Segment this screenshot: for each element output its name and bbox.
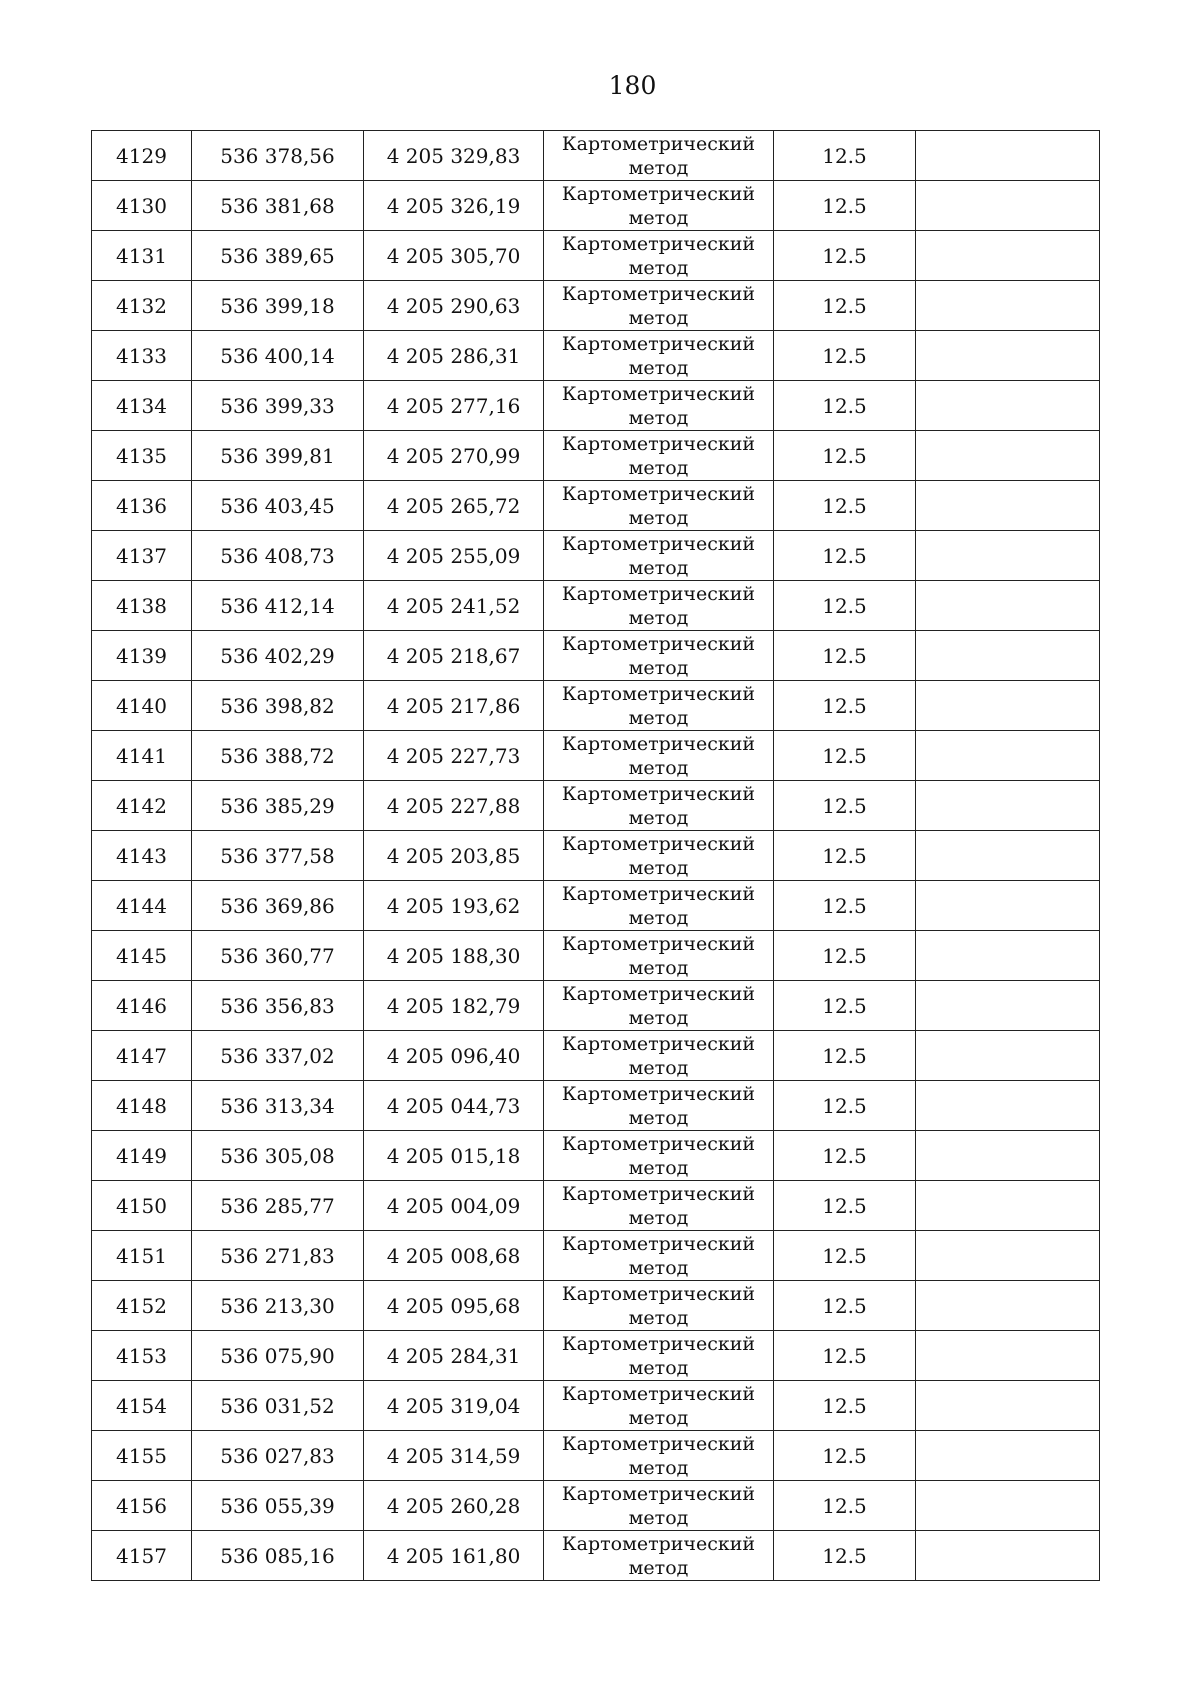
point-number-cell: 4155 — [92, 1431, 192, 1481]
method-label-line2: метод — [628, 756, 689, 779]
method-label-line1: Картометрический — [561, 882, 756, 905]
point-number-cell: 4133 — [92, 331, 192, 381]
y-coordinate-cell: 4 205 203,85 — [364, 831, 544, 881]
y-coordinate-cell: 4 205 290,63 — [364, 281, 544, 331]
empty-cell — [916, 481, 1100, 531]
table-row — [92, 1531, 1100, 1581]
accuracy-cell: 12.5 — [774, 881, 916, 931]
coordinates-table — [91, 130, 1100, 1581]
point-number-cell: 4150 — [92, 1181, 192, 1231]
accuracy-cell: 12.5 — [774, 431, 916, 481]
table-row — [92, 731, 1100, 781]
point-number-cell: 4146 — [92, 981, 192, 1031]
accuracy-cell: 12.5 — [774, 181, 916, 231]
method-label-line1: Картометрический — [561, 232, 756, 255]
method-label-line1: Картометрический — [561, 1032, 756, 1055]
method-cell — [544, 1481, 774, 1531]
page-number: 180 — [608, 71, 657, 100]
method-cell — [544, 181, 774, 231]
empty-cell — [916, 1281, 1100, 1331]
y-coordinate-cell: 4 205 004,09 — [364, 1181, 544, 1231]
table-row — [92, 981, 1100, 1031]
method-label-line2: метод — [628, 656, 689, 679]
empty-cell — [916, 431, 1100, 481]
method-label-line1: Картометрический — [561, 1332, 756, 1355]
accuracy-cell: 12.5 — [774, 231, 916, 281]
empty-cell — [916, 1231, 1100, 1281]
table-row — [92, 1331, 1100, 1381]
method-label-line1: Картометрический — [561, 932, 756, 955]
empty-cell — [916, 631, 1100, 681]
table-row — [92, 1381, 1100, 1431]
method-label-line2: метод — [628, 956, 689, 979]
x-coordinate-cell: 536 403,45 — [192, 481, 364, 531]
method-label-line2: метод — [628, 1156, 689, 1179]
point-number-cell: 4153 — [92, 1331, 192, 1381]
method-label-line1: Картометрический — [561, 782, 756, 805]
table-row — [92, 881, 1100, 931]
accuracy-cell: 12.5 — [774, 1281, 916, 1331]
x-coordinate-cell: 536 285,77 — [192, 1181, 364, 1231]
method-label-line1: Картометрический — [561, 282, 756, 305]
accuracy-cell: 12.5 — [774, 631, 916, 681]
method-cell — [544, 1231, 774, 1281]
method-label-line1: Картометрический — [561, 1182, 756, 1205]
accuracy-cell: 12.5 — [774, 1181, 916, 1231]
method-cell — [544, 981, 774, 1031]
point-number-cell: 4135 — [92, 431, 192, 481]
table-row — [92, 581, 1100, 631]
x-coordinate-cell: 536 381,68 — [192, 181, 364, 231]
method-label-line2: метод — [628, 1306, 689, 1329]
y-coordinate-cell: 4 205 265,72 — [364, 481, 544, 531]
x-coordinate-cell: 536 055,39 — [192, 1481, 364, 1531]
accuracy-cell: 12.5 — [774, 381, 916, 431]
point-number-cell: 4151 — [92, 1231, 192, 1281]
table-row — [92, 631, 1100, 681]
method-label-line1: Картометрический — [561, 432, 756, 455]
x-coordinate-cell: 536 412,14 — [192, 581, 364, 631]
accuracy-cell: 12.5 — [774, 281, 916, 331]
method-label-line2: метод — [628, 1456, 689, 1479]
method-label-line2: метод — [628, 1406, 689, 1429]
x-coordinate-cell: 536 085,16 — [192, 1531, 364, 1581]
method-label-line2: метод — [628, 456, 689, 479]
method-label-line2: метод — [628, 706, 689, 729]
empty-cell — [916, 1431, 1100, 1481]
accuracy-cell: 12.5 — [774, 131, 916, 181]
accuracy-cell: 12.5 — [774, 1081, 916, 1131]
y-coordinate-cell: 4 205 255,09 — [364, 531, 544, 581]
x-coordinate-cell: 536 271,83 — [192, 1231, 364, 1281]
method-cell — [544, 1531, 774, 1581]
point-number-cell: 4156 — [92, 1481, 192, 1531]
method-label-line1: Картометрический — [561, 1382, 756, 1405]
accuracy-cell: 12.5 — [774, 1381, 916, 1431]
method-label-line2: метод — [628, 256, 689, 279]
method-label-line1: Картометрический — [561, 182, 756, 205]
method-label-line2: метод — [628, 1056, 689, 1079]
method-cell — [544, 481, 774, 531]
y-coordinate-cell: 4 205 096,40 — [364, 1031, 544, 1081]
method-cell — [544, 431, 774, 481]
y-coordinate-cell: 4 205 284,31 — [364, 1331, 544, 1381]
y-coordinate-cell: 4 205 326,19 — [364, 181, 544, 231]
method-label-line1: Картометрический — [561, 482, 756, 505]
empty-cell — [916, 1131, 1100, 1181]
point-number-cell: 4140 — [92, 681, 192, 731]
method-label-line1: Картометрический — [561, 832, 756, 855]
table-row — [92, 331, 1100, 381]
table-row — [92, 1281, 1100, 1331]
accuracy-cell: 12.5 — [774, 781, 916, 831]
y-coordinate-cell: 4 205 329,83 — [364, 131, 544, 181]
y-coordinate-cell: 4 205 044,73 — [364, 1081, 544, 1131]
point-number-cell: 4129 — [92, 131, 192, 181]
coordinates-table-body — [92, 131, 1100, 1581]
method-label-line2: метод — [628, 1556, 689, 1579]
method-label-line1: Картометрический — [561, 632, 756, 655]
y-coordinate-cell: 4 205 161,80 — [364, 1531, 544, 1581]
method-cell — [544, 1331, 774, 1381]
method-label-line1: Картометрический — [561, 982, 756, 1005]
x-coordinate-cell: 536 313,34 — [192, 1081, 364, 1131]
method-cell — [544, 781, 774, 831]
x-coordinate-cell: 536 400,14 — [192, 331, 364, 381]
point-number-cell: 4148 — [92, 1081, 192, 1131]
method-cell — [544, 231, 774, 281]
method-cell — [544, 1431, 774, 1481]
method-cell — [544, 1131, 774, 1181]
empty-cell — [916, 981, 1100, 1031]
empty-cell — [916, 581, 1100, 631]
empty-cell — [916, 381, 1100, 431]
method-cell — [544, 831, 774, 881]
method-label-line2: метод — [628, 506, 689, 529]
method-cell — [544, 331, 774, 381]
accuracy-cell: 12.5 — [774, 1131, 916, 1181]
accuracy-cell: 12.5 — [774, 481, 916, 531]
x-coordinate-cell: 536 399,81 — [192, 431, 364, 481]
point-number-cell: 4157 — [92, 1531, 192, 1581]
method-label-line2: метод — [628, 906, 689, 929]
point-number-cell: 4139 — [92, 631, 192, 681]
x-coordinate-cell: 536 408,73 — [192, 531, 364, 581]
accuracy-cell: 12.5 — [774, 1531, 916, 1581]
method-cell — [544, 1081, 774, 1131]
point-number-cell: 4141 — [92, 731, 192, 781]
point-number-cell: 4147 — [92, 1031, 192, 1081]
accuracy-cell: 12.5 — [774, 931, 916, 981]
x-coordinate-cell: 536 360,77 — [192, 931, 364, 981]
method-label-line1: Картометрический — [561, 682, 756, 705]
x-coordinate-cell: 536 356,83 — [192, 981, 364, 1031]
y-coordinate-cell: 4 205 319,04 — [364, 1381, 544, 1431]
y-coordinate-cell: 4 205 227,88 — [364, 781, 544, 831]
accuracy-cell: 12.5 — [774, 1431, 916, 1481]
method-label-line2: метод — [628, 356, 689, 379]
point-number-cell: 4137 — [92, 531, 192, 581]
method-cell — [544, 531, 774, 581]
x-coordinate-cell: 536 369,86 — [192, 881, 364, 931]
table-row — [92, 431, 1100, 481]
empty-cell — [916, 931, 1100, 981]
y-coordinate-cell: 4 205 182,79 — [364, 981, 544, 1031]
y-coordinate-cell: 4 205 260,28 — [364, 1481, 544, 1531]
point-number-cell: 4154 — [92, 1381, 192, 1431]
x-coordinate-cell: 536 377,58 — [192, 831, 364, 881]
point-number-cell: 4130 — [92, 181, 192, 231]
y-coordinate-cell: 4 205 270,99 — [364, 431, 544, 481]
method-label-line2: метод — [628, 156, 689, 179]
empty-cell — [916, 681, 1100, 731]
method-label-line2: метод — [628, 306, 689, 329]
method-label-line1: Картометрический — [561, 1282, 756, 1305]
table-row — [92, 481, 1100, 531]
method-label-line2: метод — [628, 406, 689, 429]
method-cell — [544, 581, 774, 631]
table-row — [92, 1481, 1100, 1531]
method-label-line1: Картометрический — [561, 1132, 756, 1155]
empty-cell — [916, 181, 1100, 231]
accuracy-cell: 12.5 — [774, 581, 916, 631]
method-label-line1: Картометрический — [561, 532, 756, 555]
empty-cell — [916, 131, 1100, 181]
accuracy-cell: 12.5 — [774, 1231, 916, 1281]
accuracy-cell: 12.5 — [774, 831, 916, 881]
method-label-line2: метод — [628, 1506, 689, 1529]
empty-cell — [916, 881, 1100, 931]
method-cell — [544, 281, 774, 331]
method-cell — [544, 1181, 774, 1231]
method-cell — [544, 931, 774, 981]
table-row — [92, 681, 1100, 731]
table-row — [92, 1081, 1100, 1131]
x-coordinate-cell: 536 213,30 — [192, 1281, 364, 1331]
y-coordinate-cell: 4 205 314,59 — [364, 1431, 544, 1481]
method-label-line2: метод — [628, 556, 689, 579]
method-cell — [544, 731, 774, 781]
method-cell — [544, 881, 774, 931]
point-number-cell: 4132 — [92, 281, 192, 331]
y-coordinate-cell: 4 205 305,70 — [364, 231, 544, 281]
table-row — [92, 231, 1100, 281]
y-coordinate-cell: 4 205 241,52 — [364, 581, 544, 631]
accuracy-cell: 12.5 — [774, 681, 916, 731]
table-row — [92, 1431, 1100, 1481]
table-row — [92, 781, 1100, 831]
accuracy-cell: 12.5 — [774, 731, 916, 781]
point-number-cell: 4145 — [92, 931, 192, 981]
method-label-line1: Картометрический — [561, 732, 756, 755]
x-coordinate-cell: 536 385,29 — [192, 781, 364, 831]
accuracy-cell: 12.5 — [774, 331, 916, 381]
empty-cell — [916, 531, 1100, 581]
method-cell — [544, 681, 774, 731]
point-number-cell: 4143 — [92, 831, 192, 881]
x-coordinate-cell: 536 305,08 — [192, 1131, 364, 1181]
empty-cell — [916, 281, 1100, 331]
method-cell — [544, 131, 774, 181]
empty-cell — [916, 1081, 1100, 1131]
method-label-line1: Картометрический — [561, 582, 756, 605]
accuracy-cell: 12.5 — [774, 1481, 916, 1531]
x-coordinate-cell: 536 402,29 — [192, 631, 364, 681]
y-coordinate-cell: 4 205 193,62 — [364, 881, 544, 931]
x-coordinate-cell: 536 398,82 — [192, 681, 364, 731]
x-coordinate-cell: 536 399,18 — [192, 281, 364, 331]
accuracy-cell: 12.5 — [774, 1031, 916, 1081]
x-coordinate-cell: 536 399,33 — [192, 381, 364, 431]
method-label-line1: Картометрический — [561, 332, 756, 355]
method-cell — [544, 1381, 774, 1431]
method-cell — [544, 631, 774, 681]
table-row — [92, 1031, 1100, 1081]
method-label-line2: метод — [628, 1006, 689, 1029]
accuracy-cell: 12.5 — [774, 531, 916, 581]
method-label-line1: Картометрический — [561, 1532, 756, 1555]
method-label-line2: метод — [628, 856, 689, 879]
method-label-line1: Картометрический — [561, 382, 756, 405]
method-label-line2: метод — [628, 806, 689, 829]
empty-cell — [916, 1481, 1100, 1531]
empty-cell — [916, 731, 1100, 781]
table-row — [92, 131, 1100, 181]
table-row — [92, 931, 1100, 981]
y-coordinate-cell: 4 205 015,18 — [364, 1131, 544, 1181]
method-label-line1: Картометрический — [561, 132, 756, 155]
empty-cell — [916, 1331, 1100, 1381]
table-row — [92, 1231, 1100, 1281]
point-number-cell: 4149 — [92, 1131, 192, 1181]
method-label-line1: Картометрический — [561, 1432, 756, 1455]
table-row — [92, 531, 1100, 581]
x-coordinate-cell: 536 378,56 — [192, 131, 364, 181]
table-row — [92, 381, 1100, 431]
empty-cell — [916, 1531, 1100, 1581]
y-coordinate-cell: 4 205 188,30 — [364, 931, 544, 981]
y-coordinate-cell: 4 205 227,73 — [364, 731, 544, 781]
method-label-line2: метод — [628, 206, 689, 229]
table-row — [92, 181, 1100, 231]
empty-cell — [916, 781, 1100, 831]
table-row — [92, 1181, 1100, 1231]
y-coordinate-cell: 4 205 218,67 — [364, 631, 544, 681]
empty-cell — [916, 831, 1100, 881]
method-cell — [544, 1031, 774, 1081]
x-coordinate-cell: 536 027,83 — [192, 1431, 364, 1481]
x-coordinate-cell: 536 031,52 — [192, 1381, 364, 1431]
method-label-line2: метод — [628, 1356, 689, 1379]
point-number-cell: 4136 — [92, 481, 192, 531]
method-label-line1: Картометрический — [561, 1482, 756, 1505]
point-number-cell: 4138 — [92, 581, 192, 631]
empty-cell — [916, 331, 1100, 381]
method-label-line2: метод — [628, 1106, 689, 1129]
point-number-cell: 4131 — [92, 231, 192, 281]
x-coordinate-cell: 536 388,72 — [192, 731, 364, 781]
y-coordinate-cell: 4 205 286,31 — [364, 331, 544, 381]
y-coordinate-cell: 4 205 277,16 — [364, 381, 544, 431]
point-number-cell: 4142 — [92, 781, 192, 831]
method-cell — [544, 381, 774, 431]
method-label-line2: метод — [628, 606, 689, 629]
empty-cell — [916, 231, 1100, 281]
table-row — [92, 281, 1100, 331]
point-number-cell: 4152 — [92, 1281, 192, 1331]
y-coordinate-cell: 4 205 217,86 — [364, 681, 544, 731]
x-coordinate-cell: 536 075,90 — [192, 1331, 364, 1381]
x-coordinate-cell: 536 389,65 — [192, 231, 364, 281]
x-coordinate-cell: 536 337,02 — [192, 1031, 364, 1081]
method-label-line2: метод — [628, 1206, 689, 1229]
point-number-cell: 4134 — [92, 381, 192, 431]
point-number-cell: 4144 — [92, 881, 192, 931]
method-cell — [544, 1281, 774, 1331]
empty-cell — [916, 1381, 1100, 1431]
y-coordinate-cell: 4 205 095,68 — [364, 1281, 544, 1331]
table-row — [92, 831, 1100, 881]
accuracy-cell: 12.5 — [774, 1331, 916, 1381]
empty-cell — [916, 1181, 1100, 1231]
method-label-line1: Картометрический — [561, 1232, 756, 1255]
method-label-line2: метод — [628, 1256, 689, 1279]
empty-cell — [916, 1031, 1100, 1081]
accuracy-cell: 12.5 — [774, 981, 916, 1031]
table-row — [92, 1131, 1100, 1181]
method-label-line1: Картометрический — [561, 1082, 756, 1105]
y-coordinate-cell: 4 205 008,68 — [364, 1231, 544, 1281]
